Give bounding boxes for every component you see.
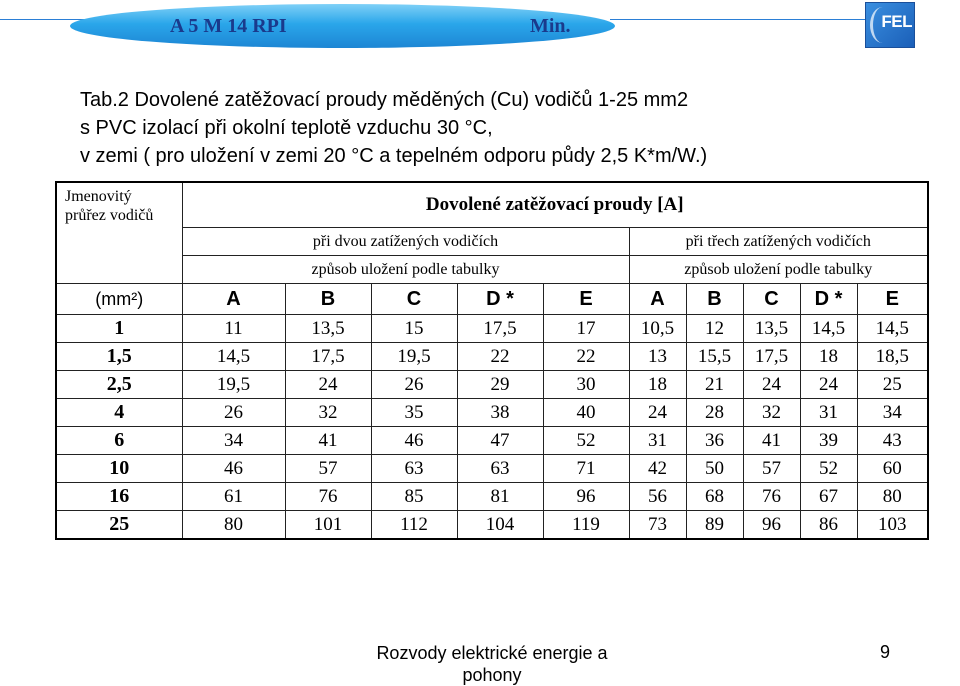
current-value-cell: 80 <box>857 483 928 511</box>
current-value-cell: 32 <box>285 399 371 427</box>
corner-line-2: průřez vodičů <box>65 207 154 224</box>
current-value-cell: 46 <box>371 427 457 455</box>
current-value-cell: 28 <box>686 399 743 427</box>
current-value-cell: 13,5 <box>743 315 800 343</box>
slide-title <box>80 86 920 170</box>
current-value-cell: 60 <box>857 455 928 483</box>
table-row <box>56 455 928 483</box>
current-value-cell: 36 <box>686 427 743 455</box>
current-value-cell: 18 <box>629 371 686 399</box>
current-value-cell: 15,5 <box>686 343 743 371</box>
current-value-cell: 119 <box>543 511 629 540</box>
header-course-code: A 5 M 14 RPI <box>170 15 287 37</box>
corner-header <box>56 182 182 284</box>
current-value-cell: 13 <box>629 343 686 371</box>
current-value-cell: 76 <box>743 483 800 511</box>
cross-section-cell: 16 <box>56 483 182 511</box>
current-value-cell: 81 <box>457 483 543 511</box>
title-line-2: s PVC izolací při okolní teplotě vzduchu 30 °C, <box>80 117 493 139</box>
group2-subtitle: způsob uložení podle tabulky <box>629 256 928 284</box>
current-value-cell: 61 <box>182 483 285 511</box>
main-header: Dovolené zatěžovací proudy [A] <box>182 182 928 228</box>
current-value-cell: 34 <box>857 399 928 427</box>
current-value-cell: 15 <box>371 315 457 343</box>
current-value-cell: 26 <box>182 399 285 427</box>
current-value-cell: 17,5 <box>743 343 800 371</box>
current-value-cell: 96 <box>743 511 800 540</box>
col-header: A <box>182 284 285 315</box>
current-value-cell: 63 <box>457 455 543 483</box>
col-header: E <box>857 284 928 315</box>
current-value-cell: 19,5 <box>182 371 285 399</box>
title-line-1: Tab.2 Dovolené zatěžovací proudy měděných (Cu) vodičů 1-25 mm2 <box>80 89 689 111</box>
current-value-cell: 19,5 <box>371 343 457 371</box>
title-line-3: v zemi ( pro uložení v zemi 20 °C a tepelném odporu půdy 2,5 K*m/W.) <box>80 145 708 167</box>
current-value-cell: 12 <box>686 315 743 343</box>
group2-title: při třech zatížených vodičích <box>629 228 928 256</box>
current-value-cell: 46 <box>182 455 285 483</box>
table-row <box>56 399 928 427</box>
current-value-cell: 56 <box>629 483 686 511</box>
current-value-cell: 26 <box>371 371 457 399</box>
current-value-cell: 52 <box>800 455 857 483</box>
table-row <box>56 371 928 399</box>
group1-subtitle: způsob uložení podle tabulky <box>182 256 629 284</box>
current-value-cell: 68 <box>686 483 743 511</box>
col-header: C <box>743 284 800 315</box>
current-value-cell: 76 <box>285 483 371 511</box>
current-value-cell: 101 <box>285 511 371 540</box>
current-value-cell: 35 <box>371 399 457 427</box>
logo-text: FEL <box>881 12 912 31</box>
current-value-cell: 57 <box>285 455 371 483</box>
table-row <box>56 511 928 540</box>
col-header: B <box>285 284 371 315</box>
current-value-cell: 17,5 <box>457 315 543 343</box>
current-value-cell: 85 <box>371 483 457 511</box>
cross-section-cell: 2,5 <box>56 371 182 399</box>
current-value-cell: 112 <box>371 511 457 540</box>
table-row <box>56 315 928 343</box>
col-header: A <box>629 284 686 315</box>
current-value-cell: 73 <box>629 511 686 540</box>
current-value-cell: 42 <box>629 455 686 483</box>
col-header: D * <box>800 284 857 315</box>
current-table <box>55 181 929 540</box>
current-value-cell: 41 <box>285 427 371 455</box>
current-value-cell: 14,5 <box>182 343 285 371</box>
footer-course-name <box>362 642 622 686</box>
footer-line-1: Rozvody elektrické energie a <box>376 643 608 663</box>
current-value-cell: 10,5 <box>629 315 686 343</box>
current-value-cell: 39 <box>800 427 857 455</box>
current-value-cell: 41 <box>743 427 800 455</box>
current-value-cell: 89 <box>686 511 743 540</box>
current-value-cell: 18 <box>800 343 857 371</box>
cross-section-cell: 10 <box>56 455 182 483</box>
header-duration: Min. <box>530 15 571 37</box>
current-value-cell: 18,5 <box>857 343 928 371</box>
current-value-cell: 30 <box>543 371 629 399</box>
current-value-cell: 47 <box>457 427 543 455</box>
table-body <box>56 315 928 540</box>
cross-section-cell: 4 <box>56 399 182 427</box>
current-value-cell: 24 <box>629 399 686 427</box>
current-value-cell: 96 <box>543 483 629 511</box>
col-header: B <box>686 284 743 315</box>
current-value-cell: 24 <box>800 371 857 399</box>
cross-section-cell: 6 <box>56 427 182 455</box>
current-value-cell: 86 <box>800 511 857 540</box>
table-row <box>56 343 928 371</box>
current-value-cell: 24 <box>743 371 800 399</box>
group1-title: při dvou zatížených vodičích <box>182 228 629 256</box>
current-value-cell: 31 <box>800 399 857 427</box>
cross-section-cell: 1 <box>56 315 182 343</box>
current-value-cell: 24 <box>285 371 371 399</box>
page-number: 9 <box>880 642 891 662</box>
current-value-cell: 40 <box>543 399 629 427</box>
cross-section-cell: 25 <box>56 511 182 540</box>
current-value-cell: 57 <box>743 455 800 483</box>
table-row <box>56 483 928 511</box>
current-value-cell: 17 <box>543 315 629 343</box>
current-value-cell: 31 <box>629 427 686 455</box>
col-header: C <box>371 284 457 315</box>
footer-line-2: pohony <box>462 665 522 685</box>
current-value-cell: 71 <box>543 455 629 483</box>
current-value-cell: 22 <box>457 343 543 371</box>
cross-section-cell: 1,5 <box>56 343 182 371</box>
col-header: E <box>543 284 629 315</box>
current-value-cell: 50 <box>686 455 743 483</box>
current-value-cell: 32 <box>743 399 800 427</box>
current-value-cell: 17,5 <box>285 343 371 371</box>
current-value-cell: 13,5 <box>285 315 371 343</box>
current-value-cell: 29 <box>457 371 543 399</box>
current-value-cell: 80 <box>182 511 285 540</box>
current-value-cell: 34 <box>182 427 285 455</box>
current-value-cell: 21 <box>686 371 743 399</box>
current-value-cell: 38 <box>457 399 543 427</box>
current-value-cell: 22 <box>543 343 629 371</box>
current-value-cell: 104 <box>457 511 543 540</box>
current-value-cell: 14,5 <box>800 315 857 343</box>
current-value-cell: 63 <box>371 455 457 483</box>
current-value-cell: 14,5 <box>857 315 928 343</box>
current-value-cell: 43 <box>857 427 928 455</box>
fel-logo-icon <box>865 2 915 48</box>
col-header: D * <box>457 284 543 315</box>
corner-line-1: Jmenovitý <box>65 188 132 205</box>
current-value-cell: 52 <box>543 427 629 455</box>
table-row <box>56 427 928 455</box>
current-value-cell: 103 <box>857 511 928 540</box>
current-value-cell: 11 <box>182 315 285 343</box>
unit-header: (mm²) <box>56 284 182 315</box>
current-value-cell: 67 <box>800 483 857 511</box>
current-value-cell: 25 <box>857 371 928 399</box>
